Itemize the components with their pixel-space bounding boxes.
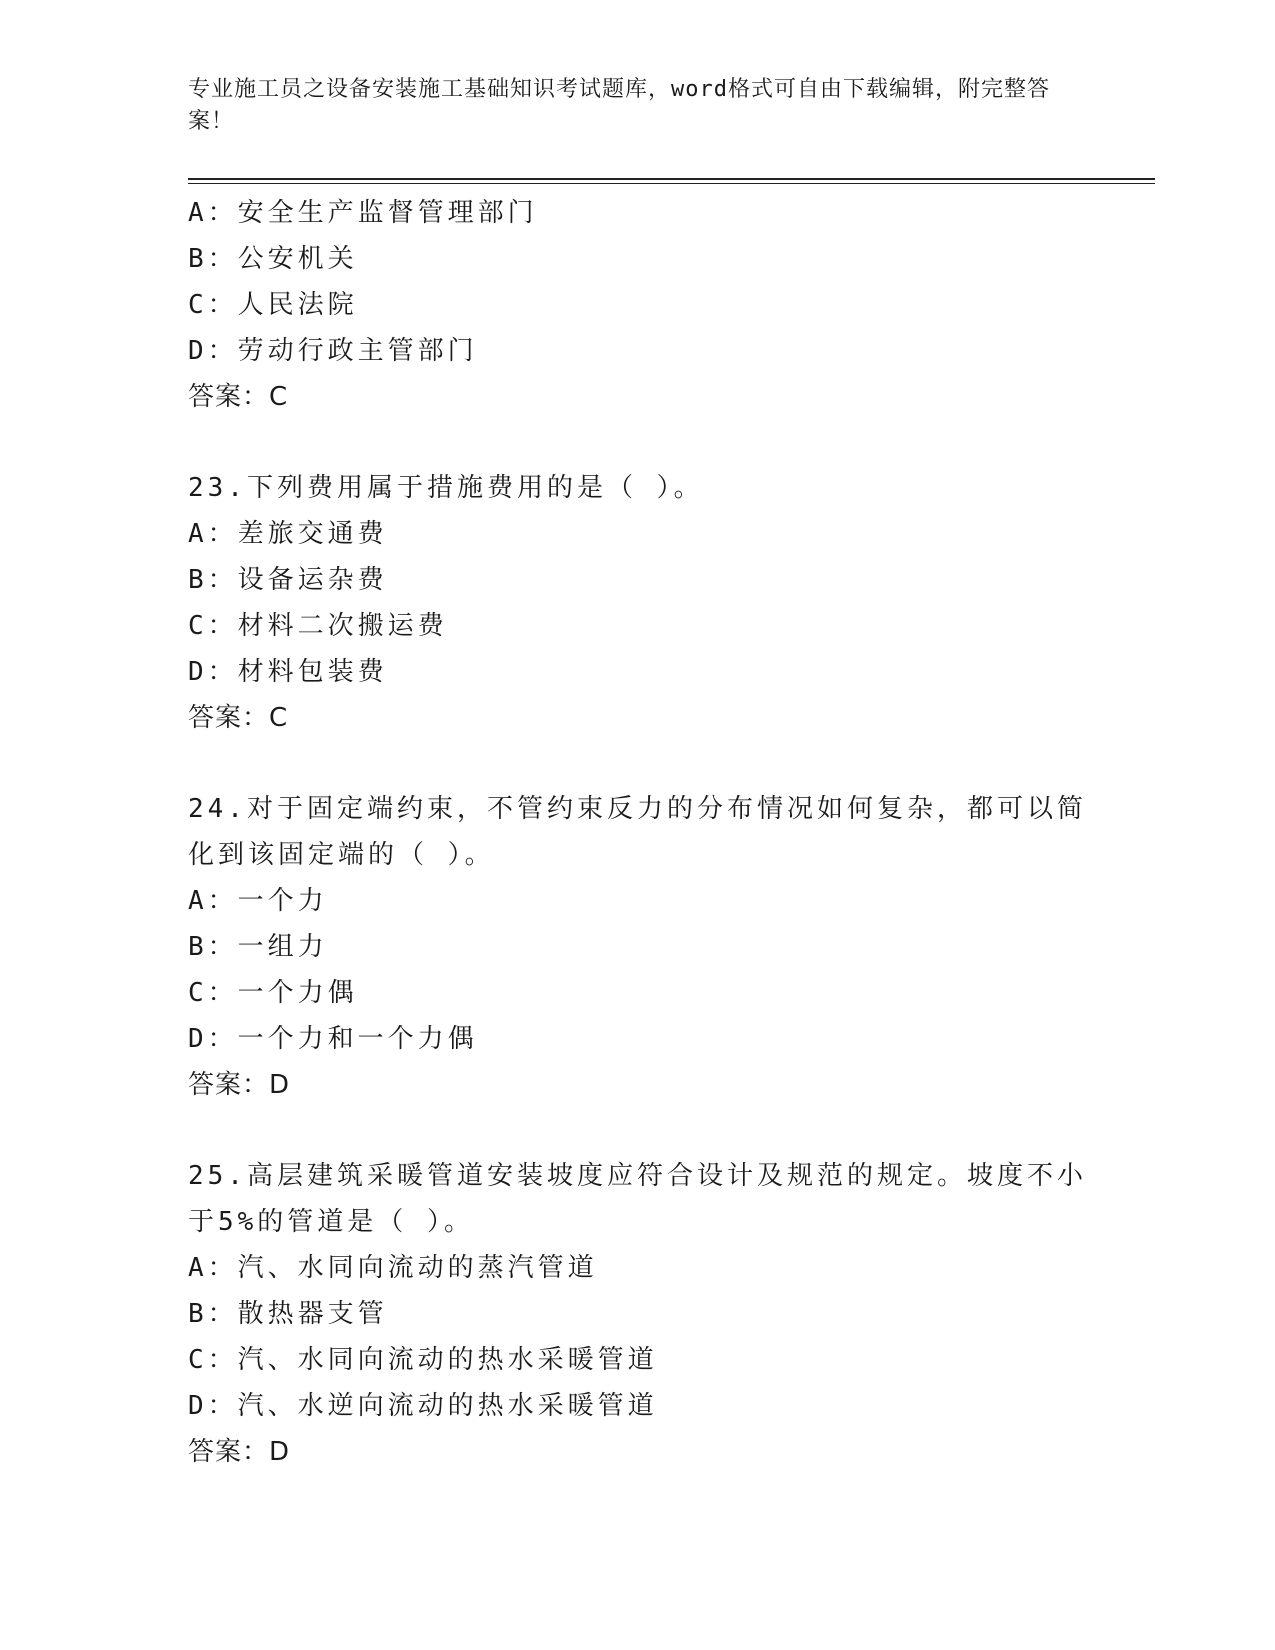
option-a: A：安全生产监督管理部门 bbox=[188, 198, 538, 228]
question-24 bbox=[188, 786, 1088, 1108]
option-a: A：差旅交通费 bbox=[188, 519, 388, 549]
option-b: B：散热器支管 bbox=[188, 1299, 388, 1329]
option-d: D：一个力和一个力偶 bbox=[188, 1024, 478, 1054]
option-c: C：材料二次搬运费 bbox=[188, 611, 448, 641]
option-b: B：一组力 bbox=[188, 932, 328, 962]
header-divider bbox=[188, 178, 1155, 184]
option-b: B：设备运杂费 bbox=[188, 565, 388, 595]
option-d: D：汽、水逆向流动的热水采暖管道 bbox=[188, 1391, 658, 1421]
option-a: A：汽、水同向流动的蒸汽管道 bbox=[188, 1253, 598, 1283]
option-c: C：汽、水同向流动的热水采暖管道 bbox=[188, 1345, 658, 1375]
question-list bbox=[188, 190, 1088, 1475]
option-b: B：公安机关 bbox=[188, 244, 358, 274]
answer-line: 答案：C bbox=[188, 382, 289, 412]
question-25 bbox=[188, 1153, 1088, 1475]
answer-line: 答案：C bbox=[188, 703, 289, 733]
answer-line: 答案：D bbox=[188, 1070, 291, 1100]
option-c: C：一个力偶 bbox=[188, 978, 358, 1008]
question-stem: 23.下列费用属于措施费用的是（ ）。 bbox=[188, 473, 704, 503]
option-d: D：劳动行政主管部门 bbox=[188, 336, 478, 366]
question-stem: 24.对于固定端约束，不管约束反力的分布情况如何复杂，都可以简化到该固定端的（ ）。 bbox=[188, 794, 1087, 870]
option-c: C：人民法院 bbox=[188, 290, 358, 320]
previous-question-options bbox=[188, 190, 1088, 420]
option-d: D：材料包装费 bbox=[188, 657, 388, 687]
document-header: 专业施工员之设备安装施工基础知识考试题库，word格式可自由下载编辑，附完整答案！ bbox=[188, 77, 1050, 134]
question-23 bbox=[188, 465, 1088, 741]
option-a: A：一个力 bbox=[188, 886, 328, 916]
question-stem: 25.高层建筑采暖管道安装坡度应符合设计及规范的规定。坡度不小于5%的管道是（ ）。 bbox=[188, 1161, 1087, 1237]
answer-line: 答案：D bbox=[188, 1437, 291, 1467]
